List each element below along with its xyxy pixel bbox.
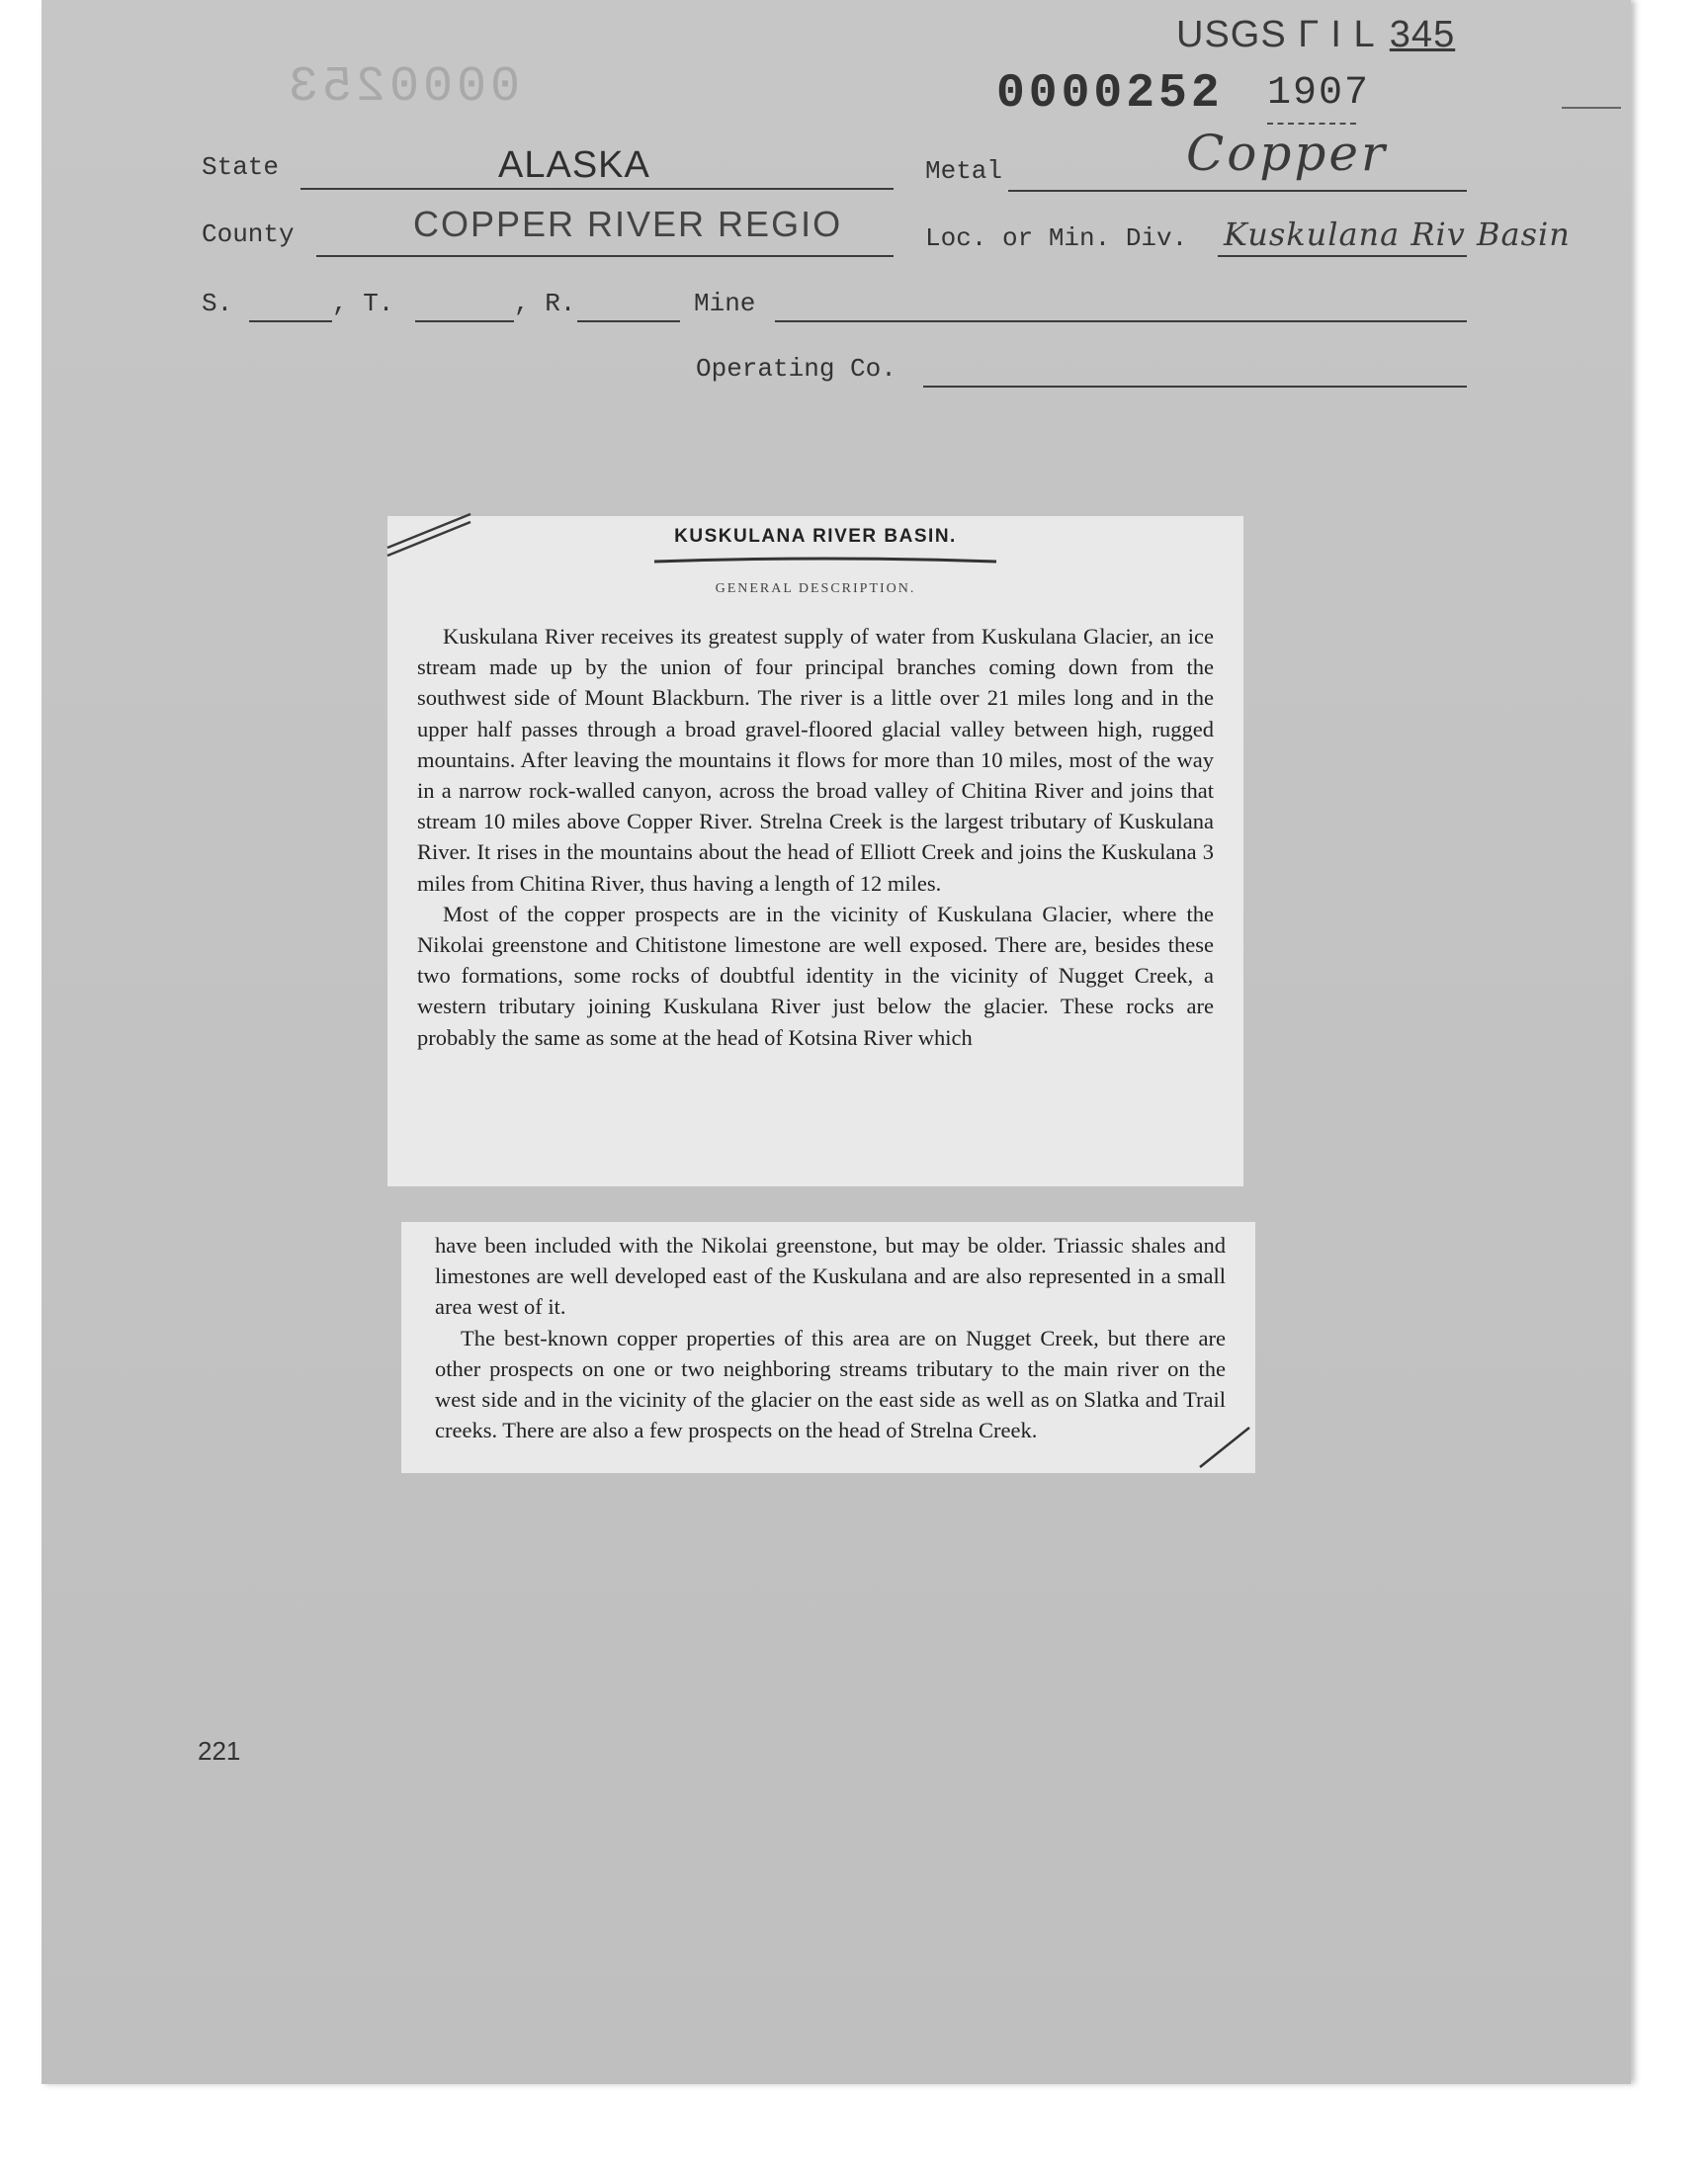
r-label: , R.: [514, 289, 576, 318]
loc-label: Loc. or Min. Div.: [925, 223, 1188, 253]
t-line: [415, 320, 514, 322]
clipping-bottom: [401, 1222, 1255, 1473]
document-number: 0000252: [996, 67, 1224, 121]
clipping-top: [387, 516, 1243, 1186]
r-line: [577, 320, 680, 322]
paragraph-4: The best-known copper properties of this area are on Nugget Creek, but there are other prospects on one or two neighboring streams tributary to the main river on the west side and in the vicinity of the glacier on the east side as well as on Slatka and Trail creeks. There are also a few prospects on the head of Strelna Creek.: [435, 1325, 1226, 1443]
loc-line: [1218, 255, 1467, 257]
clipping-body-bottom: [435, 1230, 1226, 1445]
paragraph-1: Kuskulana River receives its greatest supply of water from Kuskulana Glacier, an ice stream made up by the union of four principal branches coming down from the southwest side of Mount Blackburn. The river is a little over 21 miles long and in the upper half passes through a broad gravel-floored glacial valley between high, rugged mountains. After leaving the mountains it flows for more than 10 miles, most of the way in a narrow rock-walled canyon, across the broad valley of Chitina River and joins that stream 10 miles above Copper River. Strelna Creek is the largest tributary of Kuskulana River. It rises in the mountains about the head of Elliott Creek and joins the Kuskulana 3 miles from Chitina River, thus having a length of 12 miles.: [417, 624, 1214, 896]
paragraph-2: Most of the copper prospects are in the vicinity of Kuskulana Glacier, where the Nikolai greenstone and Chitistone limestone are well exposed. There are, besides these two formations, some rocks of doubtful identity in the vicinity of Nugget Creek, a western tributary joining Kuskulana River just below the glacier. These rocks are probably the same as some at the head of Kotsina River which: [417, 901, 1214, 1050]
operating-label: Operating Co.: [696, 354, 897, 384]
title-underline: [652, 556, 998, 567]
mine-label: Mine: [694, 289, 756, 318]
mine-line: [775, 320, 1467, 322]
paragraph-3: have been included with the Nikolai greenstone, but may be older. Triassic shales and limestones are well developed east of the Kuskulana and are also represented in a small area west of it.: [435, 1233, 1226, 1320]
metal-value: Copper: [1186, 125, 1388, 182]
clipping-body-top: [417, 621, 1214, 1053]
clipping-title: KUSKULANA RIVER BASIN.: [674, 526, 957, 547]
t-label: , T.: [332, 289, 394, 318]
clipping-subtitle: GENERAL DESCRIPTION.: [715, 581, 916, 596]
corner-mark: [1562, 107, 1621, 109]
state-label: State: [202, 152, 280, 182]
metal-line: [1008, 190, 1467, 192]
corner-mark-icon: [1194, 1424, 1253, 1473]
s-label: S.: [202, 289, 233, 318]
page-number: 221: [198, 1736, 241, 1766]
metal-label: Metal: [925, 156, 1003, 186]
state-value: ALASKA: [498, 144, 650, 186]
mirrored-number: 0000253: [285, 59, 521, 116]
usgs-number: 345: [1389, 14, 1456, 55]
state-line: [300, 188, 894, 190]
year: 1907: [1267, 71, 1371, 116]
county-label: County: [202, 219, 295, 249]
county-value: COPPER RIVER REGIO: [413, 204, 843, 244]
county-line: [316, 255, 894, 257]
usgs-stamp: [1176, 14, 1455, 56]
s-line: [249, 320, 332, 322]
operating-line: [923, 386, 1467, 388]
usgs-label: USGS Г I L: [1176, 14, 1375, 55]
loc-value: Kuskulana Riv Basin: [1224, 216, 1571, 253]
